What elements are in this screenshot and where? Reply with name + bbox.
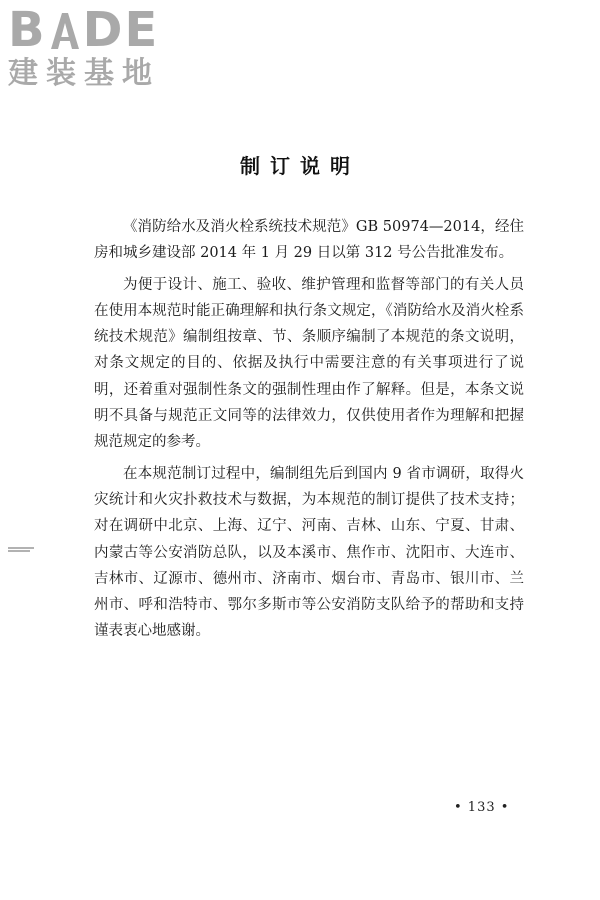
watermark-chinese-text: 建装基地 <box>8 56 160 91</box>
body-text <box>94 214 524 650</box>
watermark-latin-text: B DE <box>8 2 160 58</box>
margin-mark <box>8 546 34 554</box>
paragraph-2: 为便于设计、施工、验收、维护管理和监督等部门的有关人员在使用本规范时能正确理解和执行条文规定，《消防给水及消火栓系统技术规范》编制组按章、节、条顺序编制了本规范的条文说明，对条文规定的目的、依据及执行中需要注意的有关事项进行了说明，还着重对强制性条文的强制性理由作了解释。但是，本条文说明不具备与规范正文同等的法律效力，仅供使用者作为理解和把握规范规定的参考。 <box>94 276 524 451</box>
paragraph-3: 在本规范制订过程中，编制组先后到国内 9 省市调研，取得火灾统计和火灾扑救技术与数据，为本规范的制订提供了技术支持；对在调研中北京、上海、辽宁、河南、吉林、山东、宁夏、甘肃、内蒙古等公安消防总队，以及本溪市、焦作市、沈阳市、大连市、吉林市、辽源市、德州市、济南市、烟台市、青岛市、银川市、兰州市、呼和浩特市、鄂尔多斯市等公安消防支队给予的帮助和支持谨表衷心地感谢。 <box>94 465 524 640</box>
watermark-a-glyph <box>48 11 82 49</box>
bade-watermark-logo <box>8 4 188 96</box>
paragraph-1: 《消防给水及消火栓系统技术规范》GB 50974—2014，经住房和城乡建设部 2014 年 1 月 29 日以第 312 号公告批准发布。 <box>94 219 524 262</box>
page-title: 制订说明 <box>240 154 360 178</box>
page-number: • 133 • <box>454 800 510 815</box>
